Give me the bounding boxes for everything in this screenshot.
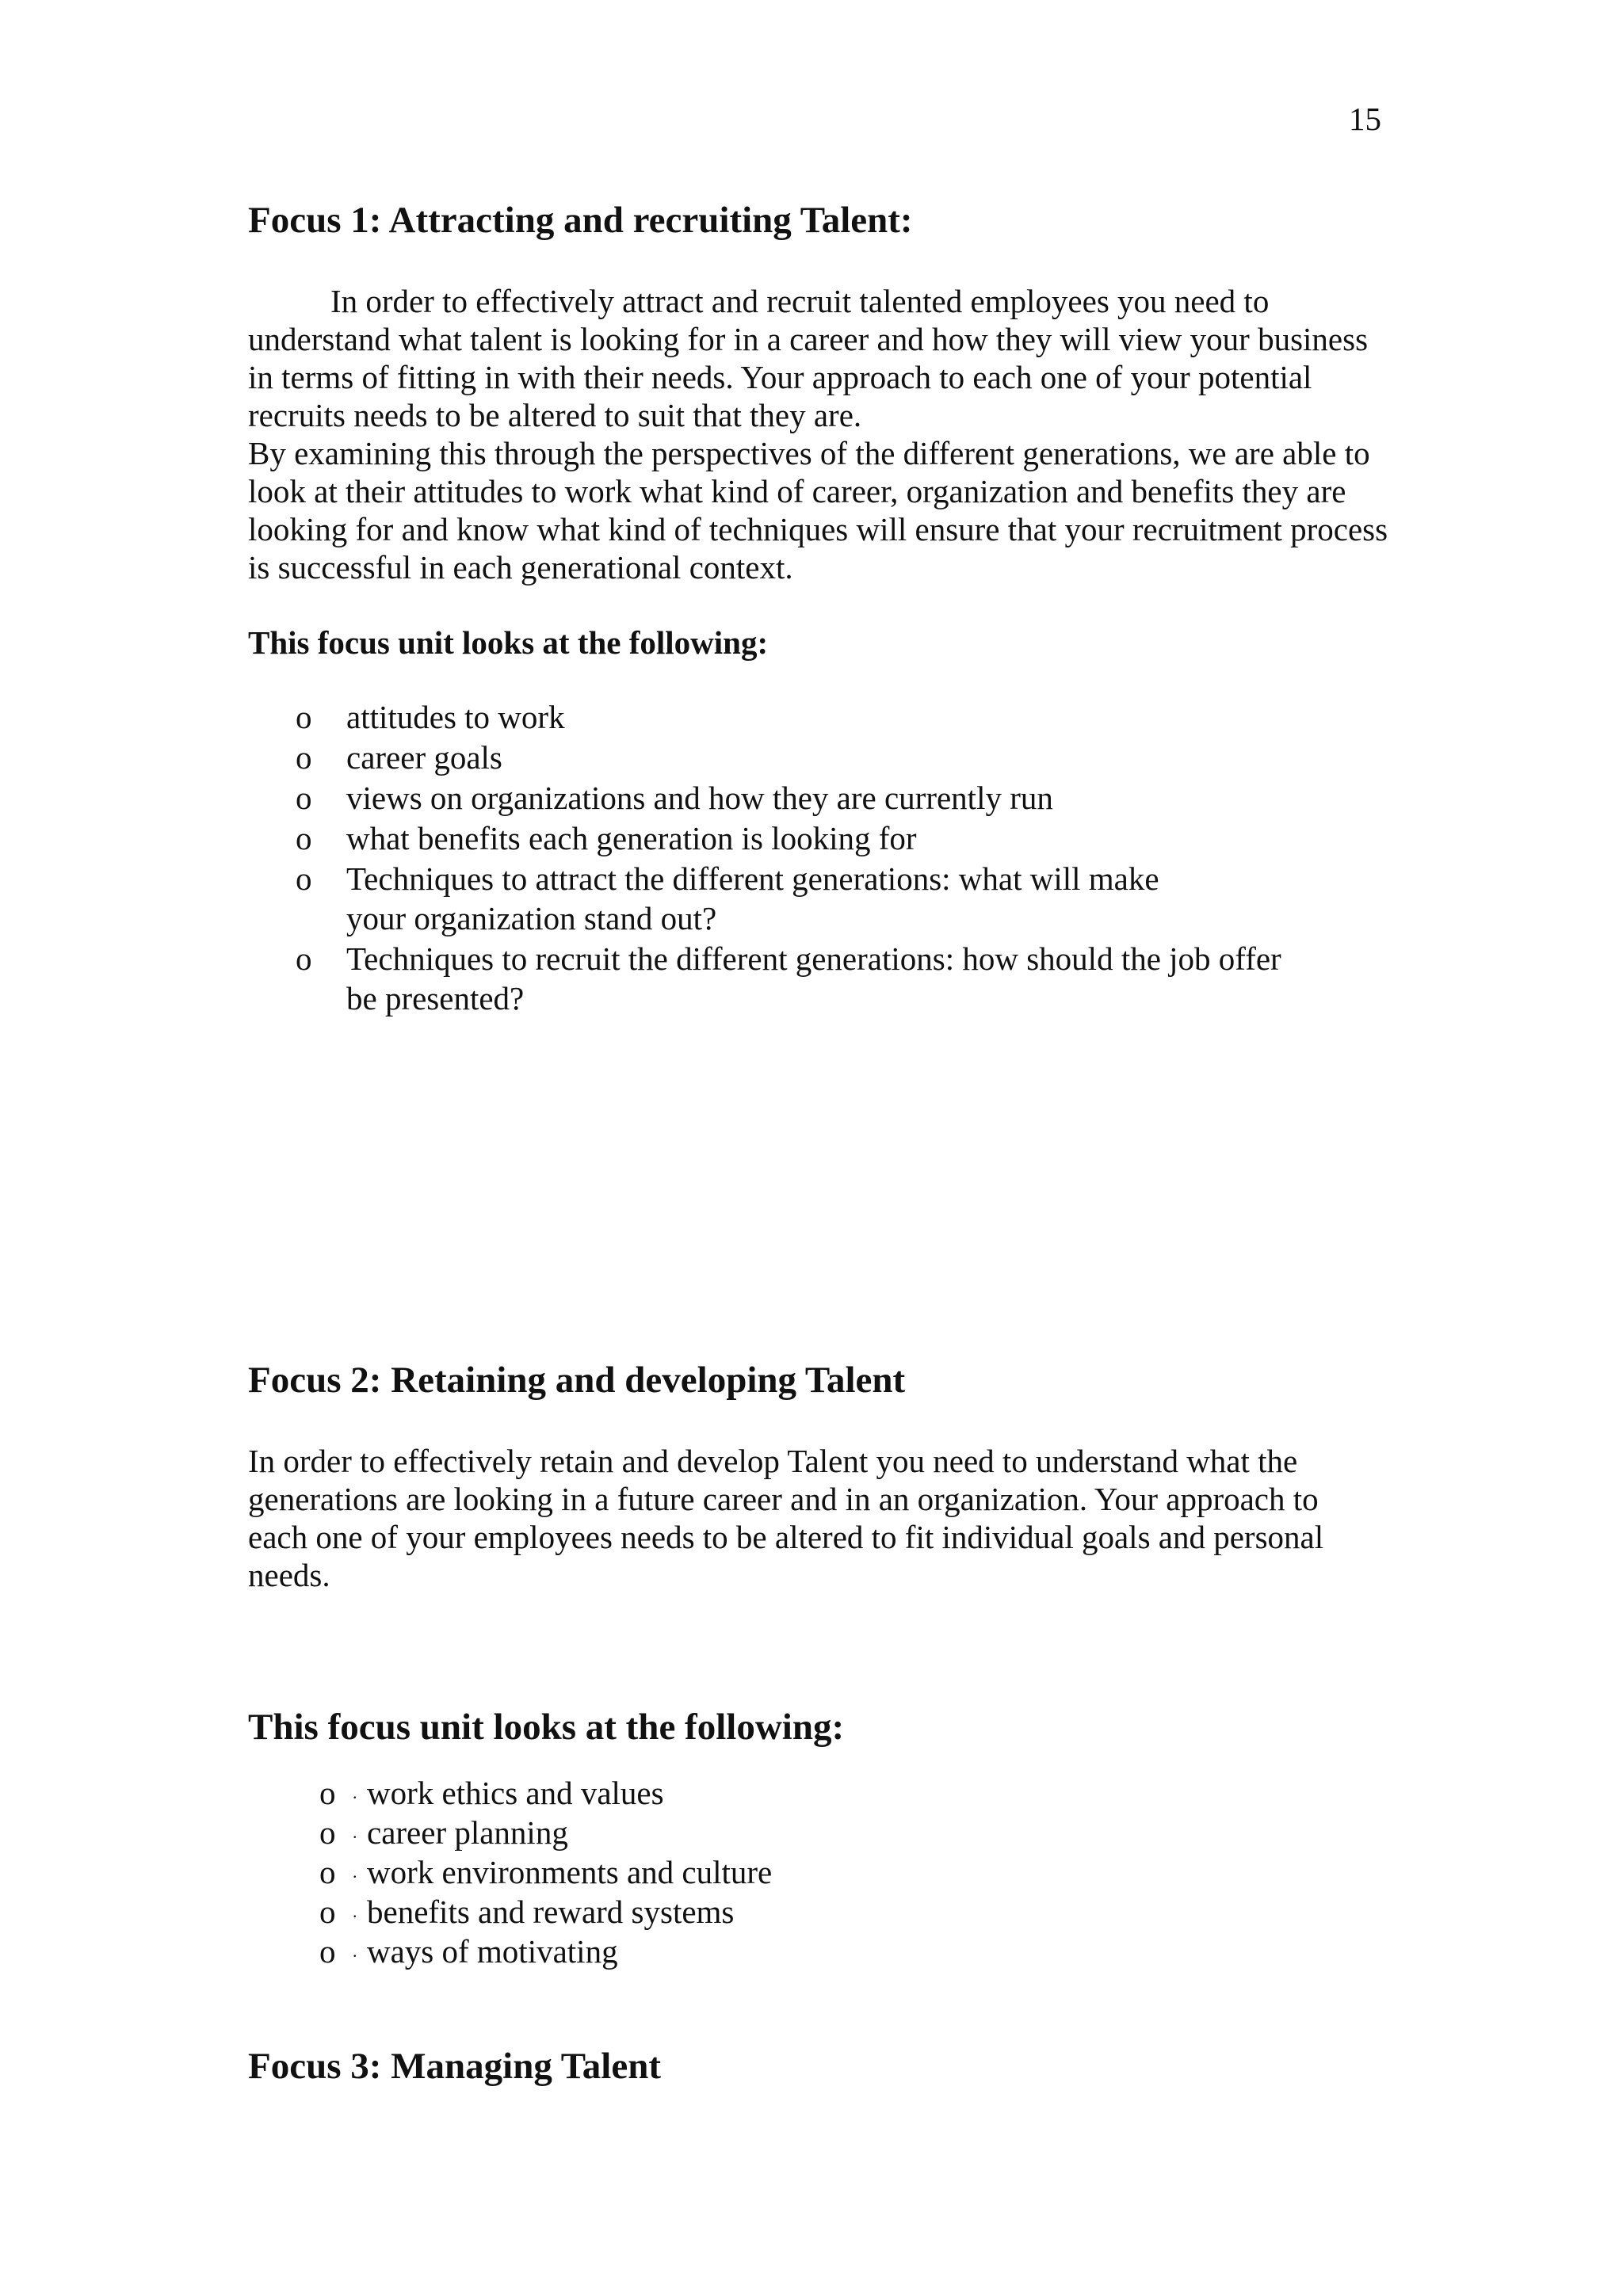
bullet-marker: o [296,699,312,735]
focus1-list [248,697,1397,1018]
list-item [248,939,1397,1018]
focus1-list-heading: This focus unit looks at the following: [248,624,769,661]
focus1-paragraph1: In order to effectively attract and recruit talented employees you need to understand what talent is looking for in a career and how they will view your business in terms of fitting in with their needs. Your approach to each one of your potential recruits needs to be altered to suit that they are. [248,283,1369,433]
list-item [248,1773,1397,1813]
bullet-dot: . [353,1822,357,1842]
focus2-list-heading: This focus unit looks at the following: [248,1707,845,1748]
bullet-marker: o [296,820,312,856]
bullet-marker: o [319,1854,336,1890]
list-item-text: what benefits each generation is looking for [346,820,917,856]
list-item [248,818,1397,858]
focus1-paragraph2: By examining this through the perspectives of the different generations, we are able to look at their attitudes to work what kind of career, organization and benefits they are looking for and know what kind of techniques will ensure that your recruitment process is successful in each generational context. [248,435,1388,585]
list-item [248,1932,1397,1971]
bullet-marker: o [296,940,312,977]
focus3-title: Focus 3: Managing Talent [248,2046,661,2087]
list-item [248,859,1397,938]
list-item-text: work environments and culture [367,1854,773,1890]
list-item-text: work ethics and values [367,1775,664,1811]
list-item [248,738,1397,777]
focus2-title: Focus 2: Retaining and developing Talent [248,1360,906,1401]
page-number: 15 [1349,101,1381,137]
bullet-dot: . [353,1862,357,1882]
list-item-text: benefits and reward systems [367,1894,735,1930]
focus2-paragraph: In order to effectively retain and develop Talent you need to understand what the generations are looking in a future career and in an organization. Your approach to each one of your employees needs to be altered to fit individual goals and personal needs. [248,1443,1324,1593]
bullet-marker: o [319,1814,336,1851]
bullet-marker: o [319,1775,336,1811]
list-item [248,1813,1397,1852]
bullet-marker: o [319,1933,336,1970]
list-item-text: attitudes to work [346,699,565,735]
bullet-dot: . [353,1783,357,1802]
list-item-text: Techniques to attract the different generations: what will make your organization stand out? [346,860,1159,936]
focus1-title: Focus 1: Attracting and recruiting Talent: [248,200,913,241]
bullet-marker: o [296,860,312,897]
bullet-marker: o [319,1894,336,1930]
list-item-text: views on organizations and how they are currently run [346,780,1053,816]
list-item [248,1852,1397,1892]
focus2-list [248,1773,1397,1971]
bullet-marker: o [296,780,312,816]
list-item-text: ways of motivating [367,1933,618,1970]
list-item [248,778,1397,818]
list-item-text: career goals [346,739,502,776]
bullet-marker: o [296,739,312,776]
list-item [248,697,1397,737]
list-item [248,1892,1397,1932]
list-item-text: career planning [367,1814,568,1851]
bullet-dot: . [353,1941,357,1961]
list-item-text: Techniques to recruit the different generations: how should the job offer be presented? [346,940,1281,1016]
bullet-dot: . [353,1901,357,1921]
